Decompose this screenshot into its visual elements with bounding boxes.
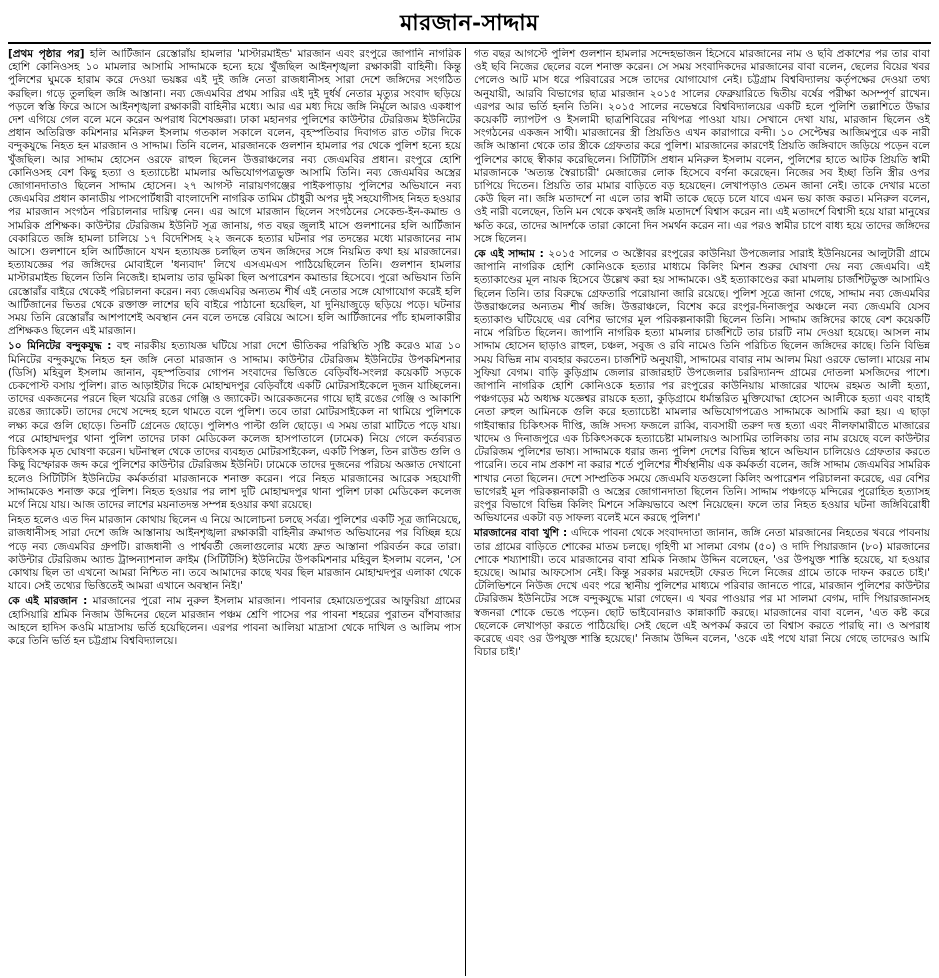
- marjan-background-paragraph: গত বছর আগস্টে পুলিশ গুলশান হামলার সন্দেহভাজন হিসেবে মারজানের নাম ও ছবি প্রকাশের পর তার বাবা ওই ছবি নিজের ছেলের বলে শনাক্ত করেন। সে সময় সংবাদিকদের মারজানের বাবা বলেন, ছেলের বিয়ের খবর পেলেও আট মাস ধরে পরিবারের সঙ্গে তাদের যোগাযোগ নেই। চট্টগ্রাম বিশ্ববিদ্যালয় কর্তৃপক্ষের দেওয়া তথ্য অনুযায়ী, আরবি বিভাগের ছাত্র মারজান ২০১৫ সালের ফেব্রুয়ারিতে দ্বিতীয় বর্ষের পরীক্ষা অসম্পূর্ণ রাখেন। এরপর আর ভর্তি হননি তিনি। ২০১৫ সালের নভেম্বরে বিশ্ববিদ্যালয়ের একটি হলে পুলিশি তল্লাশিতে উদ্ধার কয়েকটি ল্যাপটপ ও ইসলামী ছাত্রশিবিরের নথিপত্র পাওয়া যায়। সেখানে দেখা যায়, মারজান ছিলেন ওই সংগঠনের একজন সাথী। মারজানের স্ত্রী প্রিয়তিও এখন কারাগারে বন্দী। ১০ সেপ্টেম্বর আজিমপুরে এক নারী জঙ্গি আস্তানা থেকে তার স্ত্রীকে গ্রেফতার করে পুলিশ। মারজানের কারণেই প্রিয়তি জঙ্গিবাদে জড়িয়ে পড়েন বলে পুলিশের কাছে স্বীকার করেছিলেন। সিটিটিসি প্রধান মনিরুল ইসলাম বলেন, পুলিশের হাতে আটক প্রিয়তি স্বামী মারজানকে 'অত্যন্ত স্বৈরাচারী' মেজাজের লোক হিসেবে বর্ণনা করেছেন। নিজের সব ইচ্ছা তিনি স্ত্রীর ওপর চাপিয়ে দিতেন। প্রিয়তি তার মামার বাড়িতে বড় হয়েছেন। লেখাপড়াও তেমন জানা নেই। তাকে দেখার মতো কেউ ছিল না। জঙ্গি মতাদর্শে না এলে তার স্বামী তাকে ছেড়ে চলে যাবে এমন ভয় কাজ করত। মনিরুল বলেন, ওই নারী বলেছেন, তিনি মন থেকে কখনই জঙ্গি মতাদর্শে বিশ্বাস করেন না। এই মতাদর্শে বিশ্বাসী হয়ে যারা মানুষের ক্ষতি করে, তাদের আদর্শকে তারা কোনো দিন সমর্থন করেন না। এর পরও স্বামীর চাপে বাধ্য হয়ে তাদের জঙ্গিদের সঙ্গে ছিলেন।: [474, 48, 930, 245]
- article-columns: [8, 48, 931, 976]
- who-is-saddam-subheading: কে এই সাদ্দাম :: [474, 248, 544, 261]
- right-column: [472, 48, 930, 976]
- masthead: [8, 6, 931, 44]
- who-is-saddam-text: ২০১৫ সালের ৩ অক্টোবর রংপুরের কাউনিয়া উপজেলার সারাই ইউনিয়নের আলুটারী গ্রামে জাপানি নাগরিক হোশি কোনিওকে হত্যার মাধ্যমে কিলিং মিশন শুরুর ঘোষণা দেয় নব্য জেএমবি। এই হত্যাকাণ্ডের মূল নায়ক হিসেবে উল্লেখ করা হয় সাদ্দামকে। ওই হত্যাকাণ্ডের করা মামলায় চার্জশিটভুক্ত আসামিও ছিলেন তিনি। তার বিরুদ্ধে গ্রেফতারি পরোয়ানা জারি রয়েছে। পুলিশ সূত্রে জানা গেছে, সাদ্দাম নব্য জেএমবির উত্তরাঞ্চলের অন্যতম শীর্ষ জঙ্গি। উত্তরাঞ্চলে, বিশেষ করে রংপুর-দিনাজপুর অঞ্চলে নব্য জেএমবি যেসব হত্যাকাণ্ড ঘটিয়েছে এর বেশির ভাগের মূল পরিকল্পনাকারী ছিলেন তিনি। সাদ্দাম জঙ্গিদের কাছে বেশ কয়েকটি নামে পরিচিত ছিলেন। জাপানি নাগরিক হত্যা মামলার চার্জশিটে তার চারটি নাম দেওয়া হয়েছে। আসল নাম সাদ্দাম হোসেন ছাড়াও রাহুল, চঞ্চল, সবুজ ও রবি নামেও তিনি পরিচিত ছিলেন জঙ্গিদের কাছে। তিনি বিভিন্ন সময় বিভিন্ন নাম ব্যবহার করতেন। চার্জশিট অনুযায়ী, সাদ্দামের বাবার নাম আলম মিয়া ওরফে ভোলা। মায়ের নাম সুফিয়া বেগম। বাড়ি কুড়িগ্রাম জেলার রাজারহাট উপজেলার চররিদ্যানন্দ গ্রামের দোতলা মসজিদের পাশে। জাপানি নাগরিক হোশি কোনিওকে হত্যার পর রংপুরের কাউনিয়ায় মাজারের খাদেম রহমত আলী হত্যা, পঞ্চগড়ের মঠ অধ্যক্ষ যজ্ঞেশ্বর রায়কে হত্যা, কুড়িগ্রামে ধর্মান্তরিত মুক্তিযোদ্ধা হোসেন আলীকে হত্যা এবং বাহাই নেতা রুহুল আমিনকে গুলি করে হত্যাচেষ্টা মামলার অভিযোগপত্রেও সাদ্দামকে আসামি করা হয়। এ ছাড়া গাইবান্ধার চিকিৎসক দীপ্তি, জঙ্গি সদস্য ফজলে রাব্বি, ব্যবসায়ী তরুণ দত্ত হত্যা এবং নীলফামারীতে মাজারের খাদেম ও দিনাজপুরে এক চিকিৎসককে হত্যাচেষ্টা মামলায়ও আসামির তালিকায় তার নাম রয়েছে বলে কাউন্টার টেররিজম পুলিশের ভাষ্য। সাদ্দামকে ধরার জন্য পুলিশ দেশের বিভিন্ন স্থানে অভিযান চালিয়েও গ্রেফতার করতে পারেনি। তবে নাম প্রকাশ না করার শর্তে পুলিশের শীর্ষস্থানীয় এক কর্মকর্তা বলেন, জঙ্গি সাদ্দাম জেএমবির সামরিক শাখার নেতা ছিলেন। দেশে সাম্প্রতিক সময়ে জেএমবি যতগুলো কিলিং অপারেশন পরিচালনা করেছে, এর বেশির ভাগেরই মূল পরিকল্পনাকারী ও অস্ত্রের জোগানদাতা ছিলেন তিনি। সাদ্দাম পঞ্চগড়ে মন্দিরের পুরোহিত হত্যাসহ রংপুর বিভাগে বিভিন্ন কিলিং মিশনে সক্রিয়ভাবে অংশ নিয়েছেন। ফলে তার নিহত হওয়ার ঘটনা জঙ্গিবিরোধী অভিযানের একটা বড় সাফল্য বলেই মনে করছে পুলিশ।': [474, 248, 930, 525]
- father-text: এদিকে পাবনা থেকে সংবাদদাতা জানান, জঙ্গি নেতা মারজানের নিহতের খবরে পাবনায় তার গ্রামের বাড়িতে শোকের মাতম চলছে। গৃহিণী মা সালমা বেগম (৫০) ও দাদি পিয়ারজান (৮০) মারজানের শোকে শয্যাশায়ী। তবে মারজানের বাবা শ্রমিক নিজাম উদ্দিন বলেছেন, 'ওর উপযুক্ত শাস্তি হয়েছে, যা হওয়ার হয়েছে। আমার আফসোস নেই। কিন্তু সরকার মরদেহটা ফেরত দিলে নিজের গ্রামে তাকে দাফন করতে চাই।' টেলিভিশনে নিউজ দেখে এবং পরে স্থানীয় পুলিশের মাধ্যমে পরিবার জানতে পারে, মারজান পুলিশের কাউন্টার টেররিজম ইউনিটের সঙ্গে বন্দুকযুদ্ধে মারা গেছেন। এ খবর পাওয়ার পর মা সালমা বেগম, দাদি পিয়ারজানসহ স্বজনরা শোকে ভেঙে পড়েন। ছোট ভাইবোনরাও কান্নাকাটি করছে। মারজানের বাবা বলেন, 'এত কষ্ট করে ছেলেকে লেখাপড়া করতে পাঠিয়েছি। সেই ছেলে এই অপকর্ম করবে তা বিশ্বাস করতে পারছি না। ও অপরাধ করেছে এবং ওর উপযুক্ত শাস্তি হয়েছে।' নিজাম উদ্দিন বলেন, 'ওকে এই পথে যারা নিয়ে গেছে তাদেরও আমি বিচার চাই।': [474, 527, 930, 659]
- gunfight-paragraph: [8, 340, 461, 512]
- who-is-marjan-text: মারজানের পুরো নাম নুরুল ইসলাম মারজান। পাবনার হেমায়েতপুরের আফুরিয়া গ্রামের হোসিয়ারি শ্রমিক নিজাম উদ্দিনের ছেলে মারজান পঞ্চম শ্রেণি পাসের পর পাবনা শহরের পুরাতন বাঁশবাজার আহলে হাদিস কওমি মাদ্রাসায় ভর্তি হয়েছিলেন। এরপর পাবনা আলিয়া মাদ্রাসা থেকে দাখিল ও আলিম পাস করে তিনি ভর্তি হন চট্টগ্রাম বিশ্ববিদ্যালয়ে।: [8, 595, 461, 647]
- intro-paragraph: [8, 48, 461, 338]
- who-is-marjan-subheading: কে এই মারজান :: [8, 595, 88, 608]
- gunfight-subheading: ১০ মিনিটের বন্দুকযুদ্ধ :: [8, 340, 112, 353]
- who-is-saddam-paragraph: [474, 248, 930, 525]
- father-paragraph: [474, 527, 930, 659]
- page-title: মারজান-সাদ্দাম: [400, 10, 539, 36]
- whereabouts-paragraph: নিহত হলেও এত দিন মারজান কোথায় ছিলেন এ নিয়ে আলোচনা চলছে সর্বত্র। পুলিশের একটি সূত্র জানিয়েছে, রাজধানীসহ সারা দেশে জঙ্গি আস্তানায় আইনশৃঙ্খলা রক্ষাকারী বাহিনীর ক্রমাগত অভিযানের পর বিচ্ছিন্ন হয়ে পড়ে নব্য জেএমবির গ্রুপটি। রাজধানী ও পার্শ্ববর্তী জেলাগুলোর মধ্যে দ্রুত আস্তানা পরিবর্তন করে তারা। কাউন্টার টেররিজম অ্যান্ড ট্রান্সন্যাশনাল ক্রাইম (সিটিটিসি) ইউনিটের উপকমিশনার মহিবুল ইসলাম বলেন, 'সে কোথায় ছিল তা এখনো আমরা নিশ্চিত না। তবে আমাদের কাছে খবর ছিল মারজান মোহাম্মদপুর এলাকা থেকে যাবে। সেই তথ্যের ভিত্তিতেই আমরা এখানে অবস্থান নিই।': [8, 514, 461, 593]
- continued-from-front-label: [প্রথম পৃষ্ঠার পর]: [8, 48, 85, 60]
- left-column: [8, 48, 466, 976]
- father-subheading: মারজানের বাবা খুশি :: [474, 527, 568, 540]
- gunfight-text: বহু নারকীয় হত্যাযজ্ঞ ঘটিয়ে সারা দেশে ভীতিকর পরিস্থিতি সৃষ্টি করেও মাত্র ১০ মিনিটের বন্দুকযুদ্ধে নিহত হন জঙ্গি নেতা মারজান ও সাদ্দাম। কাউন্টার টেররিজম ইউনিটের উপকমিশনার (ডিসি) মহিবুল ইসলাম জানান, বৃহস্পতিবার গোপন সংবাদের ভিত্তিতে বেড়িবাঁধ-সংলগ্ন কয়েকটি সড়কে চেকপোস্ট বসায় পুলিশ। রাত আড়াইটার দিকে মোহাম্মদপুর বেড়িবাঁধে একটি মোটরসাইকেলে দুজন যাচ্ছিলেন। তাদের একজনের পরনে ছিল খয়েরি রঙের গেঞ্জি ও জ্যাকেট। আরেকজনের গায়ে ছাই রঙের গেঞ্জি ও আকাশি রঙের জ্যাকেট। তাদের দেখে সন্দেহ হলে থামতে বলে পুলিশ। তবে তারা মোটরসাইকেল না থামিয়ে পুলিশকে লক্ষ্য করে গুলি ছোড়ে। তিনটি গ্রেনেড ছোড়ে। পুলিশও পাল্টা গুলি ছোড়ে। এ সময় তারা মাটিতে পড়ে যায়। পরে মোহাম্মদপুর থানা পুলিশ তাদের ঢাকা মেডিকেল কলেজ হাসপাতালে (ঢামেক) নিয়ে গেলে কর্তব্যরত চিকিৎসক মৃত ঘোষণা করেন। ঘটনাস্থল থেকে তাদের ব্যবহৃত মোটরসাইকেল, একটি পিস্তল, তিন রাউন্ড গুলি ও কিছু বিস্ফোরক জব্দ করে পুলিশের কাউন্টার টেররিজম ইউনিট। ঢামেকে তাদের দুজনের পরিচয় অজ্ঞাত দেখানো হলেও সিটিটিসি ইউনিটের কর্মকর্তারা মারজানকে শনাক্ত করেন। পরে নিহত মারজানের আরেক সহযোগী সাদ্দামকেও শনাক্ত করে পুলিশ। নিহত হওয়ার পর লাশ দুটি মোহাম্মদপুর থানা পুলিশ ঢাকা মেডিকেল কলেজ মর্গে নিয়ে যায়। আজ তাদের লাশের ময়নাতদন্ত সম্পন্ন হওয়ার কথা রয়েছে।: [8, 340, 461, 511]
- who-is-marjan-paragraph: [8, 595, 461, 648]
- intro-text: হলি আর্টিজান রেস্তোরাঁয় হামলার 'মাস্টারমাইন্ড' মারজান এবং রংপুরে জাপানি নাগরিক হোশি কোনিওসহ ১০ মামলার আসামি সাদ্দামকে হন্যে হয়ে খুঁজছিল আইনশৃঙ্খলা রক্ষাকারী বাহিনী। কিন্তু পুলিশের ঘুমকে হারাম করে দেওয়া ভয়ঙ্কর এই দুই জঙ্গি নেতা রাজধানীসহ সারা দেশে জঙ্গিদের সংগঠিত করছিল। গড়ে তুলছিল জঙ্গি আস্তানা। নব্য জেএমবির প্রথম সারির এই দুই দুর্ধর্ষ নেতার মৃত্যুর সংবাদ ছড়িয়ে পড়লে স্বস্তি ফিরে আসে আইনশৃঙ্খলা রক্ষাকারী বাহিনীর মধ্যে। আর এর মধ্য দিয়ে জঙ্গি নির্মূলে আরও একধাপ দেশ এগিয়ে গেল বলে মনে করেন অপরাধ বিশেষজ্ঞরা। ঢাকা মহানগর পুলিশের কাউন্টার টেররিজম ইউনিটের প্রধান অতিরিক্ত কমিশনার মনিরুল ইসলাম গতকাল সকালে বলেন, বৃহস্পতিবার দিবাগত রাত ৩টার দিকে বন্দুকযুদ্ধে নিহত হন মারজান ও সাদ্দাম। তিনি বলেন, মারজানকে গুলশান হামলার পর থেকে পুলিশ হন্যে হয়ে খুঁজছিল। আর সাদ্দাম হোসেন ওরফে রাহুল ছিলেন উত্তরাঞ্চলের নব্য জেএমবির প্রধান। রংপুরে হোশি কোনিওসহ বেশ কিছু হত্যা ও হত্যাচেষ্টা মামলার অভিযোগপত্রভুক্ত আসামি তিনি। নব্য জেএমবির অস্ত্রের জোগানদাতাও ছিলেন সাদ্দাম হোসেন। ২৭ আগস্ট নারায়ণগঞ্জের পাইকপাড়ায় পুলিশের অভিযানে নব্য জেএমবির প্রধান কানাডীয় পাসপোর্টধারী বাংলাদেশি নাগরিক তামিম চৌধুরী অপর দুই সহযোগীসহ নিহত হওয়ার পর মারজান সংগঠন পরিচালনার দায়িত্ব নেন। এর আগে মারজান ছিলেন সংগঠনের সেকেন্ড-ইন-কমান্ড ও সামরিক প্রশিক্ষক। কাউন্টার টেররিজম ইউনিট সূত্র জানায়, গত বছর জুলাই মাসে গুলশানের হলি আর্টিজান বেকারিতে জঙ্গি হামলা চালিয়ে ১৭ বিদেশিসহ ২২ জনকে হত্যার ঘটনার পর তদন্তের মধ্যে মারজানের নাম আসে। গুলশানে হলি আর্টিজানে যখন হত্যাযজ্ঞ চলছিল তখন জঙ্গিদের সঙ্গে নিয়মিত কথা হয় মারজানের। হত্যাযজ্ঞের পর জঙ্গিদের মোবাইলে 'ধন্যবাদ' লিখে এসএমএস পাঠিয়েছিলেন তিনি। গুলশান হামলার মাস্টারমাইন্ড ছিলেন তিনি নিজেই। হামলায় তার ভূমিকা ছিল অপারেশন কমান্ডার হিসেবে। পুরো অভিযান তিনি রেস্তোরাঁর বাইরে থেকেই পরিচালনা করেন। নব্য জেএমবির অন্যতম শীর্ষ এই নেতার সঙ্গে যোগাযোগ করেই হলি আর্টিজানের ভিতর থেকে রক্তাক্ত লাশের ছবি বাইরে পাঠানো হয়েছিল, যা দুনিয়াজুড়ে ছড়িয়ে পড়ে। ঘটনার সময় তিনি রেস্তোরাঁর আশপাশেই অবস্থান নেন বলে তদন্তে বেরিয়ে আসে। হলি আর্টিজানের পাঁচ হামলাকারীর প্রশিক্ষকও ছিলেন এই মারজান।: [8, 48, 462, 338]
